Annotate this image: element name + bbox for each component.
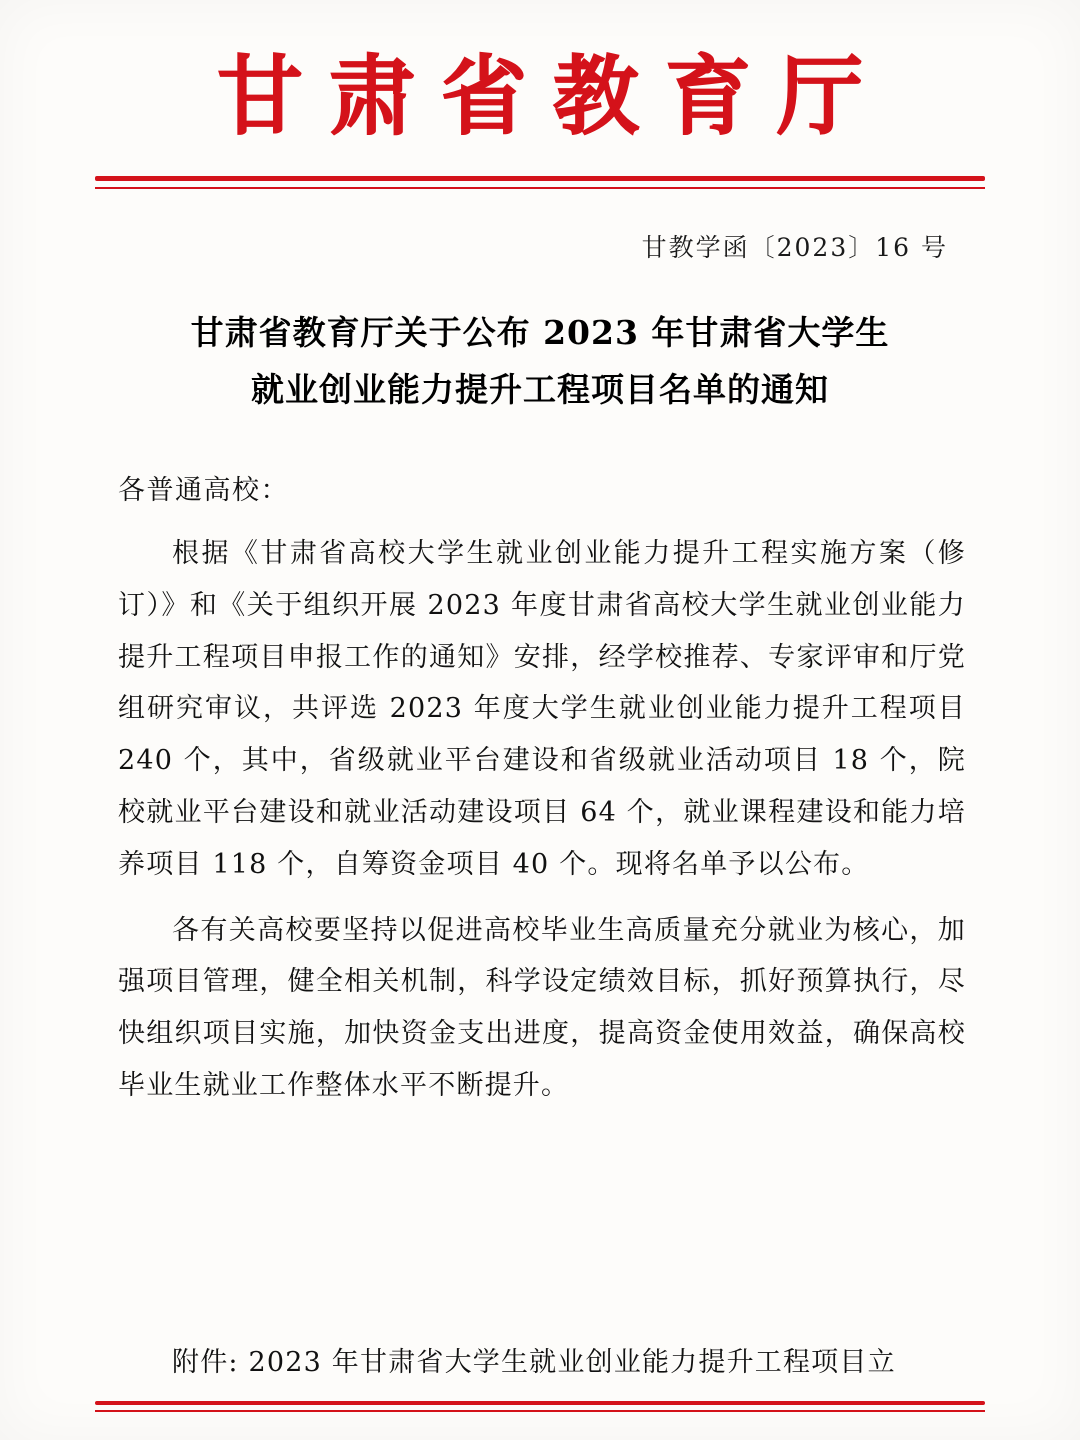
header-divider [95,176,985,189]
attachment-line: 附件: 2023 年甘肃省大学生就业创业能力提升工程项目立 [172,1347,896,1378]
page-title-line-1: 甘肃省教育厅关于公布 2023 年甘肃省大学生 [190,313,890,352]
footer-divider-thick [95,1401,985,1405]
header-divider-thin [95,187,985,189]
footer-divider [95,1401,985,1412]
page-title-line-2: 就业创业能力提升工程项目名单的通知 [251,369,829,409]
document-body [118,470,966,1126]
letterhead [0,46,1080,147]
salutation: 各普通高校： [118,475,289,506]
body-paragraph-1: 根据《甘肃省高校大学生就业创业能力提升工程实施方案（修订）》和《关于组织开展 2023 年度甘肃省高校大学生就业创业能力提升工程项目申报工作的通知》安排，经学校推荐、专家评审和厅党组研究审议，共评选 2023 年度大学生就业创业能力提升工程项目 240 个，其中，省级就业平台建设和省级就业活动项目 18 个，院校就业平台建设和就业活动建设项目 64 个，就业课程建设和能力培养项目 118 个，自筹资金项目 40 个。现将名单予以公布。 [118,537,966,880]
document-number: 甘教学函〔2023〕16 号 [641,233,948,262]
issuing-authority-title: 甘肃省教育厅 [217,46,889,147]
body-paragraph-2: 各有关高校要坚持以促进高校毕业生高质量充分就业为核心，加强项目管理，健全相关机制，科学设定绩效目标，抓好预算执行，尽快组织项目实施，加快资金支出进度，提高资金使用效益，确保高校毕业生就业工作整体水平不断提升。 [118,914,966,1102]
page-title [110,305,970,419]
footer-divider-thin [95,1410,985,1412]
header-divider-thick [95,176,985,181]
